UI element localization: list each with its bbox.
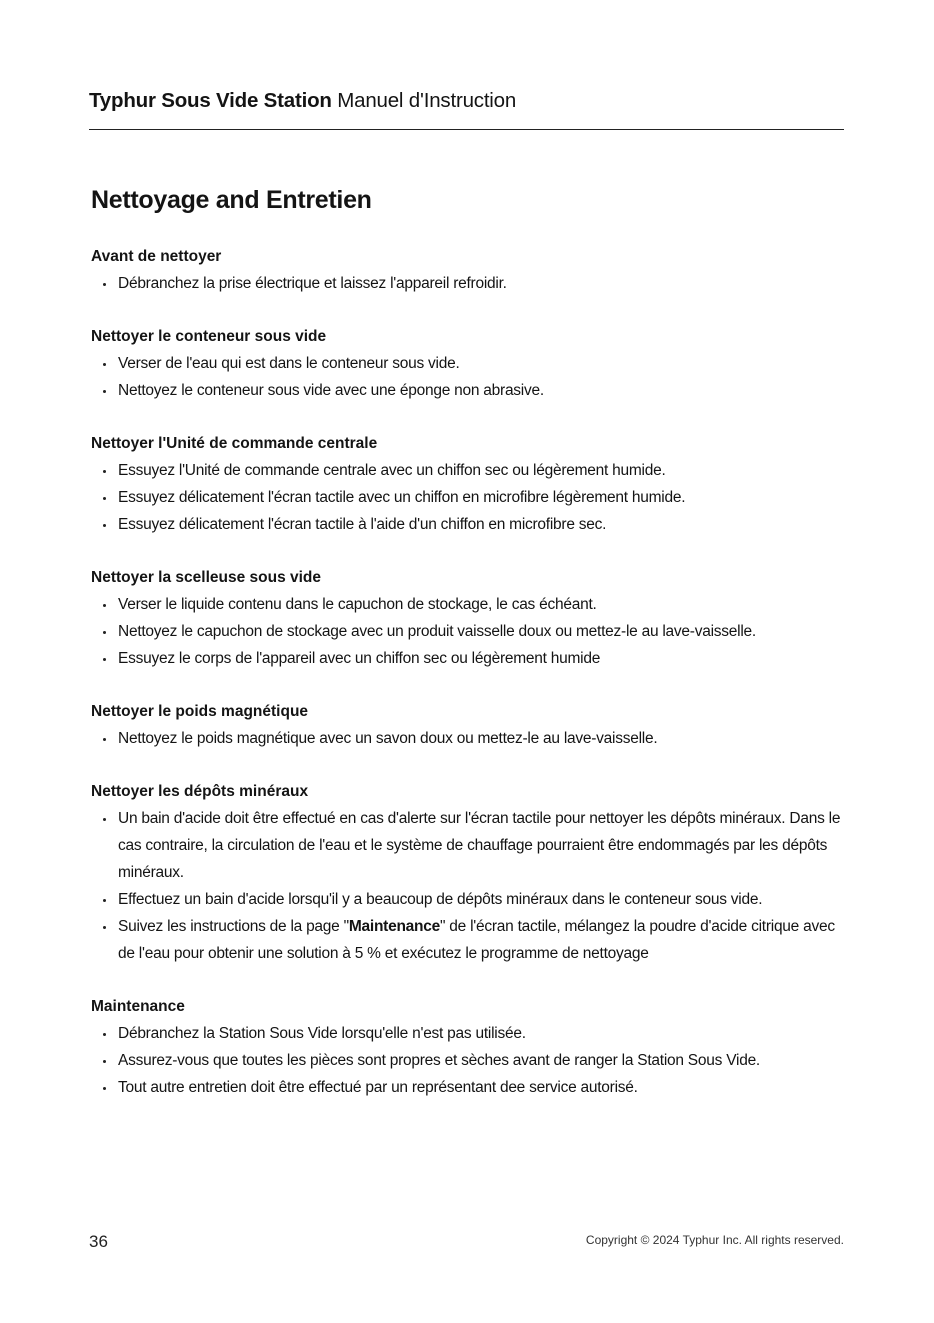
list-item	[91, 645, 851, 672]
list-item-text: Débranchez la Station Sous Vide lorsqu'elle n'est pas utilisée.	[118, 1025, 526, 1042]
list-item-text: Tout autre entretien doit être effectué par un représentant dee service autorisé.	[118, 1079, 638, 1096]
section-title: Maintenance	[91, 998, 185, 1015]
bullet-list	[91, 591, 851, 672]
section-clean-control-unit	[91, 430, 851, 538]
list-item	[91, 913, 851, 967]
list-item	[91, 457, 851, 484]
list-item	[91, 1020, 851, 1047]
list-item	[91, 886, 851, 913]
list-item	[91, 725, 851, 752]
list-item-text: Un bain d'acide doit être effectué en cas d'alerte sur l'écran tactile pour nettoyer les dépôts minéraux. Dans le cas contraire, la circulation de l'eau et le système de chauffage pourraient être endommagés par les dépôts minéraux.	[118, 810, 841, 881]
list-item	[91, 1074, 851, 1101]
section-title: Avant de nettoyer	[91, 248, 222, 265]
list-item-text: Assurez-vous que toutes les pièces sont propres et sèches avant de ranger la Station Sous Vide.	[118, 1052, 760, 1069]
list-item	[91, 511, 851, 538]
list-item	[91, 1047, 851, 1074]
section-title: Nettoyer le conteneur sous vide	[91, 328, 327, 345]
list-item-text: Essuyez délicatement l'écran tactile avec un chiffon en microfibre légèrement humide.	[118, 489, 686, 506]
section-before-cleaning	[91, 243, 851, 297]
bullet-list	[91, 805, 851, 967]
section-title: Nettoyer le poids magnétique	[91, 703, 309, 720]
page-title: Nettoyage and Entretien	[91, 186, 372, 214]
section-title: Nettoyer les dépôts minéraux	[91, 783, 309, 800]
header-doc-title: Manuel d'Instruction	[337, 89, 517, 112]
list-item	[91, 270, 851, 297]
maintenance-emphasis: Maintenance	[348, 918, 440, 935]
bullet-list	[91, 350, 851, 404]
header-title	[89, 86, 844, 116]
section-clean-container	[91, 323, 851, 404]
page-header	[89, 86, 844, 130]
bullet-list	[91, 457, 851, 538]
section-title: Nettoyer l'Unité de commande centrale	[91, 435, 378, 452]
page-number: 36	[89, 1232, 108, 1251]
list-item-text: Essuyez délicatement l'écran tactile à l'aide d'un chiffon en microfibre sec.	[118, 516, 607, 533]
list-item-text: Verser le liquide contenu dans le capuchon de stockage, le cas échéant.	[118, 596, 597, 613]
list-item	[91, 377, 851, 404]
list-item-text-after: " de l'écran tactile, mélangez la poudre d'acide citrique avec de l'eau pour obtenir une solution à 5 % et exécutez le programme de nettoyage	[118, 918, 835, 962]
list-item-text: Effectuez un bain d'acide lorsqu'il y a beaucoup de dépôts minéraux dans le conteneur sous vide.	[118, 891, 763, 908]
list-item	[91, 350, 851, 377]
section-clean-sealer	[91, 564, 851, 672]
section-title: Nettoyer la scelleuse sous vide	[91, 569, 322, 586]
bullet-list	[91, 270, 851, 297]
list-item	[91, 591, 851, 618]
main-content	[91, 243, 851, 1127]
list-item-text: Nettoyez le poids magnétique avec un savon doux ou mettez-le au lave-vaisselle.	[118, 730, 658, 747]
list-item-text-before: Suivez les instructions de la page "	[118, 918, 349, 935]
list-item-text: Essuyez l'Unité de commande centrale avec un chiffon sec ou légèrement humide.	[118, 462, 666, 479]
header-brand: Typhur Sous Vide Station	[89, 89, 332, 112]
list-item-text: Nettoyez le capuchon de stockage avec un produit vaisselle doux ou mettez-le au lave-vaisselle.	[118, 623, 756, 640]
section-clean-mineral-deposits	[91, 778, 851, 967]
list-item-text: Débranchez la prise électrique et laissez l'appareil refroidir.	[118, 275, 507, 292]
copyright-notice: Copyright © 2024 Typhur Inc. All rights reserved.	[585, 1233, 844, 1247]
list-item	[91, 618, 851, 645]
list-item-text: Nettoyez le conteneur sous vide avec une éponge non abrasive.	[118, 382, 544, 399]
list-item	[91, 484, 851, 511]
section-clean-magnetic-weight	[91, 698, 851, 752]
list-item-text: Verser de l'eau qui est dans le conteneur sous vide.	[118, 355, 460, 372]
section-maintenance	[91, 993, 851, 1101]
bullet-list	[91, 1020, 851, 1101]
list-item	[91, 805, 851, 886]
list-item-text: Essuyez le corps de l'appareil avec un chiffon sec ou légèrement humide	[118, 650, 601, 667]
bullet-list	[91, 725, 851, 752]
